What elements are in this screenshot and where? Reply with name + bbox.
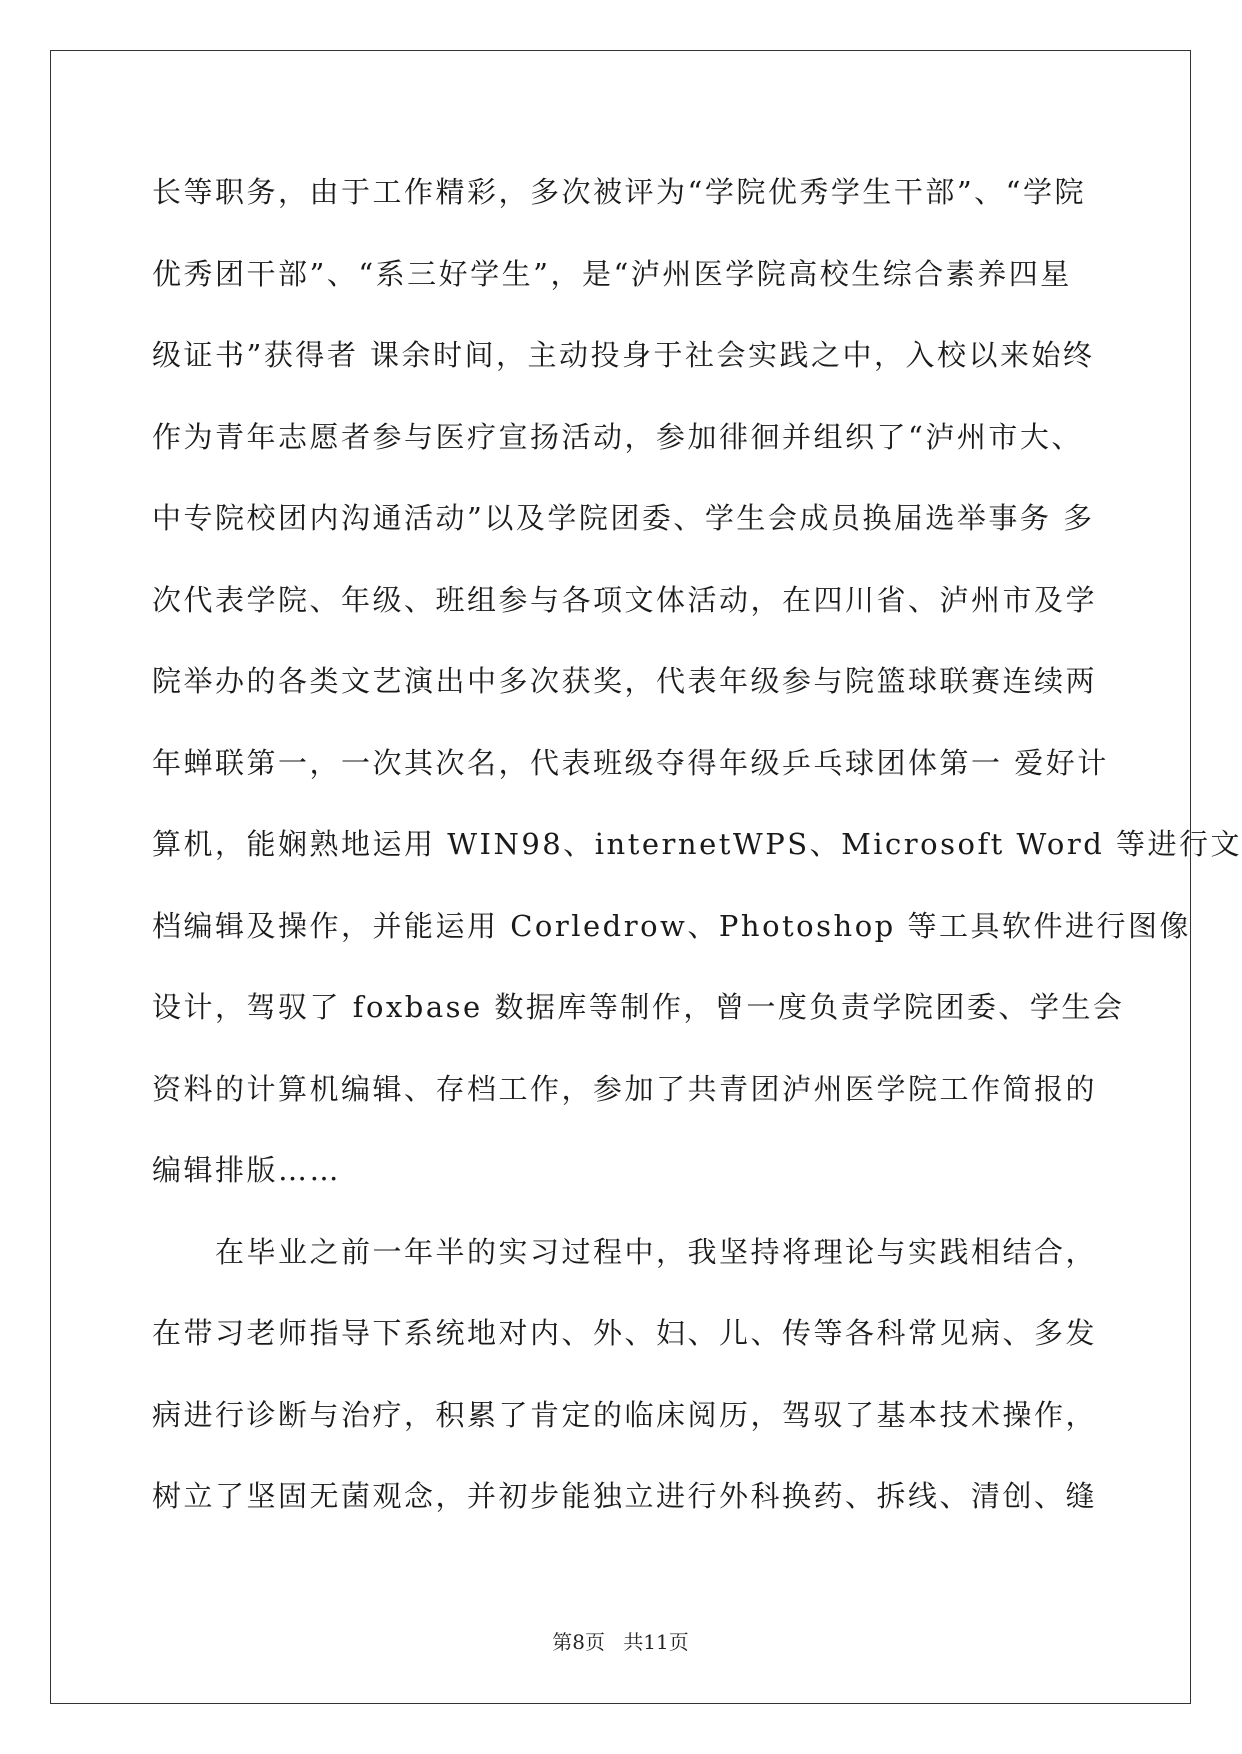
text-line: 树立了坚固无菌观念，并初步能独立进行外科换药、拆线、清创、缝: [152, 1479, 1098, 1513]
text-line: 资料的计算机编辑、存档工作，参加了共青团泸州医学院工作简报的: [152, 1071, 1098, 1106]
text-line: 作为青年志愿者参与医疗宣扬活动，参加徘徊并组织了“泸州市大、: [152, 419, 1083, 454]
text-line: 院举办的各类文艺演出中多次获奖，代表年级参与院篮球联赛连续两: [152, 664, 1098, 698]
text-line: 算机，能娴熟地运用 WIN98、internetWPS、Microsoft Word 等进行文: [152, 827, 1242, 861]
page-number-total: 共11页: [623, 1630, 689, 1654]
text-line: 优秀团干部”、“系三好学生”，是“泸州医学院高校生综合素养四星: [152, 256, 1072, 291]
text-line: 年蝉联第一，一次其次名，代表班级夺得年级乒乓球团体第一 爱好计: [152, 745, 1109, 780]
text-line: 次代表学院、年级、班组参与各项文体活动，在四川省、泸州市及学: [152, 582, 1098, 617]
text-line: 病进行诊断与治疗，积累了肯定的临床阅历，驾驭了基本技术操作，: [152, 1397, 1098, 1432]
text-line: 级证书”获得者 课余时间，主动投身于社会实践之中，入校以来始终: [152, 338, 1095, 372]
document-body: [152, 152, 1242, 1538]
page-footer: [0, 1630, 1241, 1654]
text-line: 长等职务，由于工作精彩，多次被评为“学院优秀学生干部”、“学院: [152, 175, 1086, 209]
text-line: 中专院校团内沟通活动”以及学院团委、学生会成员换届选举事务 多: [152, 501, 1095, 535]
text-line: 在带习老师指导下系统地对内、外、妇、儿、传等各科常见病、多发: [152, 1316, 1098, 1350]
page-number-current: 第8页: [552, 1630, 605, 1654]
text-line: 设计，驾驭了 foxbase 数据库等制作，曾一度负责学院团委、学生会: [152, 990, 1125, 1024]
text-line: 档编辑及操作，并能运用 Corledrow、Photoshop 等工具软件进行图像: [152, 908, 1191, 943]
paragraph-start-line: 在毕业之前一年半的实习过程中，我坚持将理论与实践相结合，: [215, 1234, 1098, 1269]
text-line: 编辑排版……: [152, 1153, 342, 1187]
